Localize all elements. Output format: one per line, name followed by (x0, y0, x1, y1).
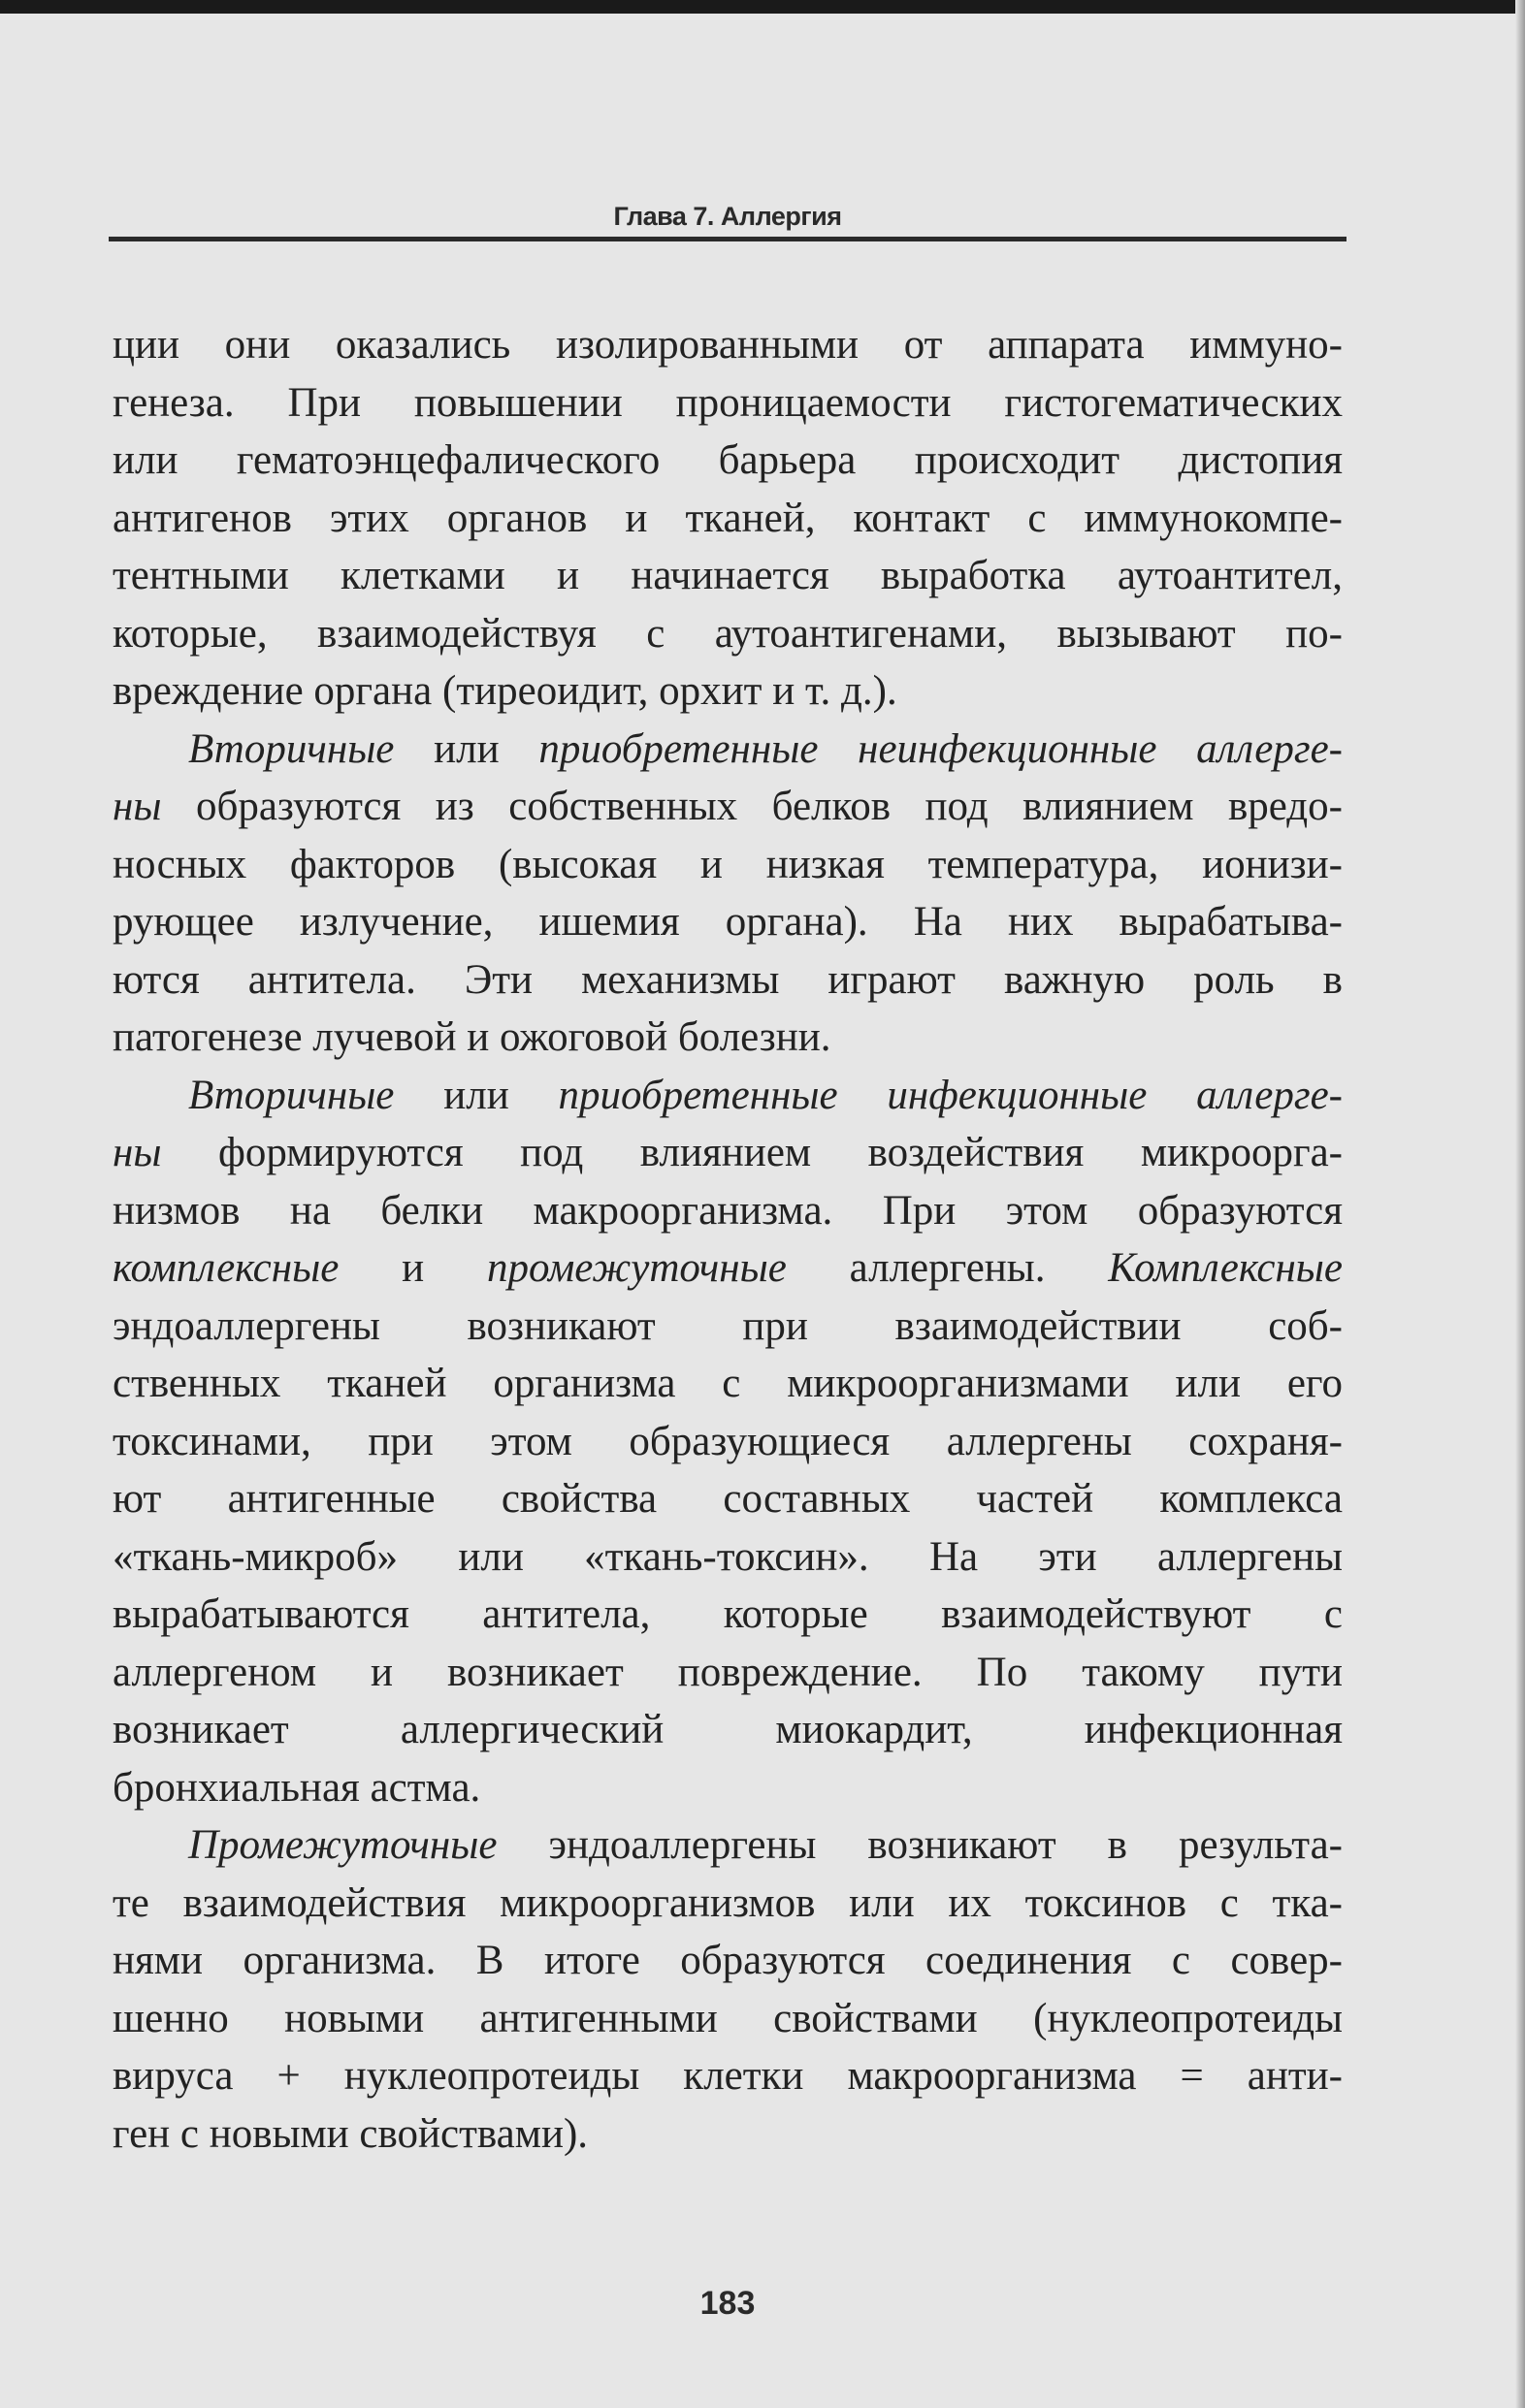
italic-term: промежуточные (486, 1245, 787, 1291)
text-line: эндоаллергены возникают при взаимодействии соб- (113, 1302, 1343, 1349)
text-run: формируются под влиянием воздействия микроорга- (161, 1130, 1343, 1175)
text-run: образуются из собственных белков под влиянием вредо- (161, 784, 1343, 829)
text-line: тентными клетками и начинается выработка аутоантител, (113, 553, 1343, 598)
italic-term: ны (113, 1130, 162, 1175)
text-line (113, 1816, 1343, 1875)
text-line: бронхиальная астма. (113, 1764, 481, 1811)
text-line: ются антитела. Эти механизмы играют важную роль в (113, 956, 1343, 1003)
text-line (113, 721, 1343, 779)
paragraph-1 (113, 316, 1343, 721)
text-line: шенно новыми антигенными свойствами (нуклеопротеиды (113, 1995, 1343, 2041)
text-line: те взаимодействия микроорганизмов или их токсинов с тка- (113, 1879, 1343, 1926)
paragraph-4 (113, 1816, 1343, 2163)
text-line (113, 778, 1343, 836)
text-line: вреждение органа (тиреоидит, орхит и т. д.). (113, 668, 897, 714)
text-run: или (394, 725, 539, 772)
body-text (113, 316, 1343, 2163)
italic-term: Комплексные (1108, 1245, 1343, 1291)
text-line: вируса + нуклеопротеиды клетки макроорганизма = анти- (113, 2053, 1343, 2099)
text-line: аллергеном и возникает повреждение. По такому пути (113, 1649, 1343, 1695)
text-line: ственных тканей организма с микроорганизмами или его (113, 1361, 1343, 1406)
text-line: патогенезе лучевой и ожоговой болезни. (113, 1014, 831, 1060)
text-run: и (339, 1245, 487, 1291)
page-top-edge (0, 0, 1525, 14)
italic-term: Вторичные (188, 1072, 395, 1118)
text-line: нями организма. В итоге образуются соединения с совер- (113, 1938, 1343, 1983)
text-line: низмов на белки макроорганизма. При этом образуются (113, 1187, 1343, 1234)
text-line: которые, взаимодействуя с аутоантигенами, вызывают по- (113, 610, 1343, 657)
text-line: возникает аллергический миокардит, инфекционная (113, 1707, 1343, 1752)
text-run: аллергены. (786, 1245, 1109, 1291)
text-line: вырабатываются антитела, которые взаимодействуют с (113, 1591, 1343, 1637)
text-line: генеза. При повышении проницаемости гистогематических (113, 379, 1343, 426)
text-line: антигенов этих органов и тканей, контакт с иммунокомпе- (113, 495, 1343, 541)
running-head: Глава 7. Аллергия (613, 202, 842, 231)
text-line: «ткань-микроб» или «ткань-токсин». На эти аллергены (113, 1533, 1343, 1580)
text-line (113, 1124, 1343, 1182)
text-line (113, 1239, 1343, 1298)
italic-term: приобретенные инфекционные аллерге- (558, 1072, 1343, 1118)
paragraph-3 (113, 1067, 1343, 1817)
text-line: или гематоэнцефалического барьера происходит дистопия (113, 437, 1343, 483)
italic-term: приобретенные неинфекционные аллерге- (538, 725, 1343, 772)
text-run: или (394, 1072, 559, 1118)
text-line (113, 1067, 1343, 1125)
text-run: эндоаллергены возникают в результа- (497, 1822, 1343, 1868)
text-line: токсинами, при этом образующиеся аллергены сохраня- (113, 1418, 1343, 1464)
text-line: ют антигенные свойства составных частей комплекса (113, 1476, 1343, 1522)
paragraph-2 (113, 721, 1343, 1067)
page-right-edge-shadow (1515, 0, 1525, 2408)
text-line: ции они оказались изолированными от аппарата иммуно- (113, 322, 1343, 368)
italic-term: Вторичные (188, 725, 395, 772)
text-line: рующее излучение, ишемия органа). На них вырабатыва- (113, 899, 1343, 945)
italic-term: комплексные (113, 1245, 340, 1291)
text-line: носных факторов (высокая и низкая температура, ионизи- (113, 841, 1343, 887)
text-line: ген с новыми свойствами). (113, 2110, 589, 2157)
page-number: 183 (699, 2285, 756, 2322)
running-head-rule (109, 237, 1347, 241)
italic-term: Промежуточные (188, 1822, 498, 1868)
italic-term: ны (113, 784, 162, 829)
